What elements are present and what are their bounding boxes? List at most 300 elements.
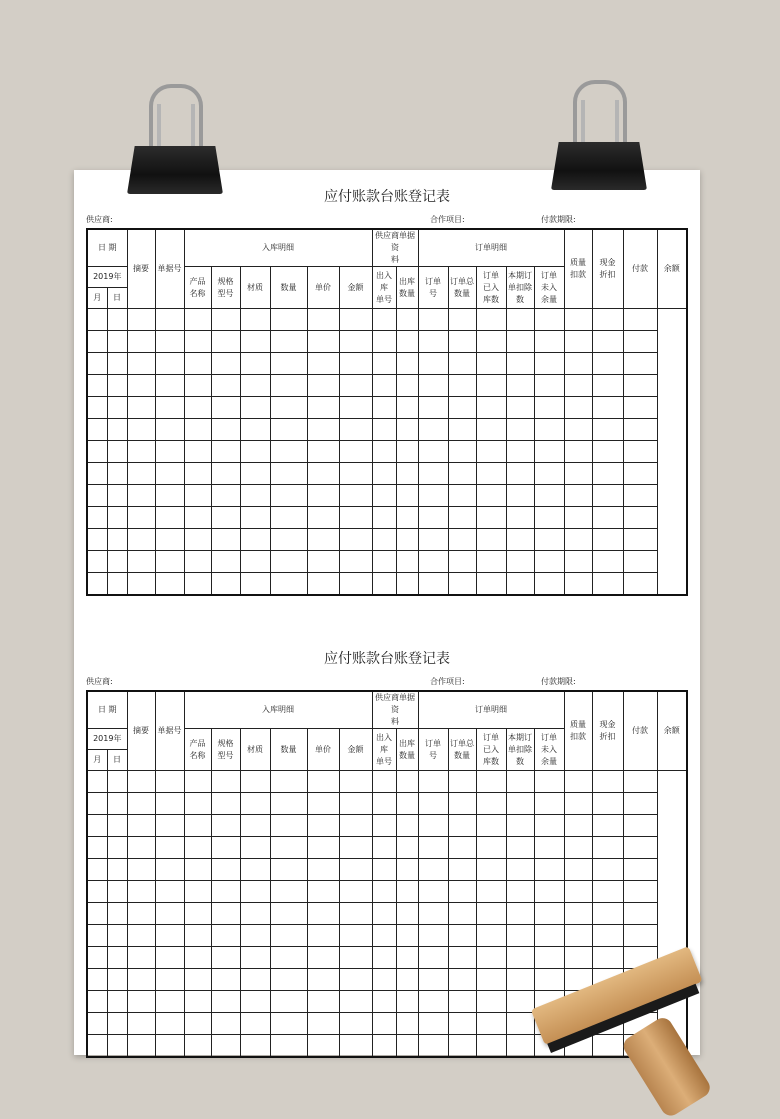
table-cell[interactable] (592, 441, 623, 463)
table-cell[interactable] (87, 793, 107, 815)
table-cell[interactable] (127, 859, 155, 881)
table-cell[interactable] (307, 309, 339, 331)
table-cell[interactable] (107, 837, 127, 859)
table-cell[interactable] (448, 991, 476, 1013)
table-cell[interactable] (372, 881, 396, 903)
table-cell[interactable] (623, 903, 657, 925)
table-cell[interactable] (506, 419, 534, 441)
table-cell[interactable] (270, 331, 307, 353)
table-cell[interactable] (240, 507, 270, 529)
table-cell[interactable] (592, 881, 623, 903)
table-cell[interactable] (623, 331, 657, 353)
table-cell[interactable] (339, 771, 372, 793)
table-cell[interactable] (87, 771, 107, 793)
table-cell[interactable] (339, 573, 372, 596)
table-cell[interactable] (155, 353, 184, 375)
table-cell[interactable] (418, 793, 448, 815)
table-cell[interactable] (506, 309, 534, 331)
table-cell[interactable] (155, 441, 184, 463)
table-cell[interactable] (418, 353, 448, 375)
table-cell[interactable] (155, 463, 184, 485)
table-cell[interactable] (184, 903, 211, 925)
table-cell[interactable] (270, 1013, 307, 1035)
table-cell[interactable] (534, 837, 564, 859)
table-cell[interactable] (506, 771, 534, 793)
table-cell[interactable] (448, 1035, 476, 1058)
table-cell[interactable] (87, 991, 107, 1013)
table-cell[interactable] (107, 309, 127, 331)
table-cell[interactable] (623, 485, 657, 507)
table-cell[interactable] (107, 969, 127, 991)
table-cell[interactable] (107, 375, 127, 397)
table-cell[interactable] (534, 375, 564, 397)
table-cell[interactable] (372, 859, 396, 881)
table-cell[interactable] (418, 991, 448, 1013)
table-cell[interactable] (184, 815, 211, 837)
table-cell[interactable] (396, 837, 418, 859)
table-cell[interactable] (476, 441, 506, 463)
table-cell[interactable] (418, 419, 448, 441)
table-cell[interactable] (240, 793, 270, 815)
table-cell[interactable] (506, 331, 534, 353)
table-cell[interactable] (240, 1035, 270, 1058)
table-cell[interactable] (418, 1013, 448, 1035)
table-cell[interactable] (372, 353, 396, 375)
table-cell[interactable] (240, 815, 270, 837)
table-cell[interactable] (448, 903, 476, 925)
table-cell[interactable] (339, 793, 372, 815)
table-cell[interactable] (418, 485, 448, 507)
table-cell[interactable] (506, 837, 534, 859)
table-cell[interactable] (270, 771, 307, 793)
table-cell[interactable] (592, 463, 623, 485)
table-cell[interactable] (107, 507, 127, 529)
table-cell[interactable] (87, 815, 107, 837)
table-cell[interactable] (592, 573, 623, 596)
table-cell[interactable] (240, 771, 270, 793)
table-cell[interactable] (155, 397, 184, 419)
table-cell[interactable] (372, 331, 396, 353)
table-cell[interactable] (372, 397, 396, 419)
table-cell[interactable] (372, 947, 396, 969)
table-cell[interactable] (592, 903, 623, 925)
table-cell[interactable] (87, 375, 107, 397)
table-cell[interactable] (107, 859, 127, 881)
table-cell[interactable] (107, 1035, 127, 1058)
table-cell[interactable] (476, 419, 506, 441)
table-cell[interactable] (592, 815, 623, 837)
table-cell[interactable] (270, 793, 307, 815)
table-cell[interactable] (564, 353, 592, 375)
table-cell[interactable] (396, 375, 418, 397)
table-cell[interactable] (564, 903, 592, 925)
table-cell[interactable] (372, 463, 396, 485)
table-cell[interactable] (240, 837, 270, 859)
table-cell[interactable] (506, 551, 534, 573)
table-cell[interactable] (87, 573, 107, 596)
table-cell[interactable] (534, 331, 564, 353)
table-cell[interactable] (623, 397, 657, 419)
table-cell[interactable] (372, 485, 396, 507)
table-cell[interactable] (211, 507, 240, 529)
table-cell[interactable] (396, 1013, 418, 1035)
table-cell[interactable] (506, 1013, 534, 1035)
table-cell[interactable] (155, 903, 184, 925)
table-cell[interactable] (211, 903, 240, 925)
table-cell[interactable] (270, 859, 307, 881)
table-cell[interactable] (339, 353, 372, 375)
table-cell[interactable] (155, 1013, 184, 1035)
table-cell[interactable] (107, 815, 127, 837)
table-cell[interactable] (476, 331, 506, 353)
table-cell[interactable] (506, 507, 534, 529)
table-cell[interactable] (211, 1035, 240, 1058)
table-cell[interactable] (448, 441, 476, 463)
table-cell[interactable] (270, 947, 307, 969)
table-cell[interactable] (564, 529, 592, 551)
table-cell[interactable] (307, 397, 339, 419)
table-cell[interactable] (155, 793, 184, 815)
table-cell[interactable] (107, 947, 127, 969)
table-cell[interactable] (307, 815, 339, 837)
table-cell[interactable] (211, 529, 240, 551)
table-cell[interactable] (307, 551, 339, 573)
table-cell[interactable] (396, 331, 418, 353)
table-cell[interactable] (127, 397, 155, 419)
table-cell[interactable] (418, 925, 448, 947)
table-cell[interactable] (184, 529, 211, 551)
table-cell[interactable] (184, 551, 211, 573)
table-cell[interactable] (339, 419, 372, 441)
table-cell[interactable] (564, 485, 592, 507)
table-cell[interactable] (534, 397, 564, 419)
table-cell[interactable] (211, 881, 240, 903)
table-cell[interactable] (534, 353, 564, 375)
table-cell[interactable] (87, 397, 107, 419)
table-cell[interactable] (564, 331, 592, 353)
table-cell[interactable] (240, 463, 270, 485)
table-cell[interactable] (184, 419, 211, 441)
table-cell[interactable] (155, 881, 184, 903)
table-cell[interactable] (184, 441, 211, 463)
table-cell[interactable] (155, 947, 184, 969)
table-cell[interactable] (240, 881, 270, 903)
table-cell[interactable] (564, 463, 592, 485)
table-cell[interactable] (448, 947, 476, 969)
table-cell[interactable] (448, 573, 476, 596)
table-cell[interactable] (307, 881, 339, 903)
table-cell[interactable] (107, 353, 127, 375)
table-cell[interactable] (372, 1035, 396, 1058)
table-cell[interactable] (307, 793, 339, 815)
table-cell[interactable] (211, 991, 240, 1013)
table-cell[interactable] (155, 529, 184, 551)
table-cell[interactable] (240, 397, 270, 419)
table-cell[interactable] (476, 375, 506, 397)
table-cell[interactable] (307, 1013, 339, 1035)
table-cell[interactable] (270, 837, 307, 859)
table-cell[interactable] (506, 375, 534, 397)
table-cell[interactable] (396, 815, 418, 837)
table-cell[interactable] (127, 353, 155, 375)
table-cell[interactable] (211, 837, 240, 859)
table-cell[interactable] (448, 529, 476, 551)
table-cell[interactable] (506, 529, 534, 551)
table-cell[interactable] (339, 441, 372, 463)
table-cell[interactable] (184, 947, 211, 969)
table-cell[interactable] (240, 925, 270, 947)
table-cell[interactable] (372, 969, 396, 991)
table-cell[interactable] (372, 925, 396, 947)
table-cell[interactable] (307, 947, 339, 969)
table-cell[interactable] (418, 1035, 448, 1058)
table-cell[interactable] (623, 881, 657, 903)
table-cell[interactable] (270, 353, 307, 375)
table-cell[interactable] (127, 881, 155, 903)
table-cell[interactable] (623, 375, 657, 397)
table-cell[interactable] (448, 397, 476, 419)
table-cell[interactable] (476, 991, 506, 1013)
table-cell[interactable] (87, 925, 107, 947)
table-cell[interactable] (418, 441, 448, 463)
table-cell[interactable] (87, 419, 107, 441)
table-cell[interactable] (534, 441, 564, 463)
table-cell[interactable] (87, 1013, 107, 1035)
table-cell[interactable] (339, 837, 372, 859)
table-cell[interactable] (184, 925, 211, 947)
table-cell[interactable] (418, 463, 448, 485)
table-cell[interactable] (339, 463, 372, 485)
table-cell[interactable] (87, 1035, 107, 1058)
table-cell[interactable] (623, 353, 657, 375)
table-cell[interactable] (592, 859, 623, 881)
table-cell[interactable] (240, 903, 270, 925)
table-cell[interactable] (270, 991, 307, 1013)
table-cell[interactable] (564, 573, 592, 596)
table-cell[interactable] (506, 397, 534, 419)
table-cell[interactable] (506, 903, 534, 925)
table-cell[interactable] (476, 309, 506, 331)
table-cell[interactable] (396, 925, 418, 947)
table-cell[interactable] (87, 969, 107, 991)
table-cell[interactable] (87, 947, 107, 969)
table-cell[interactable] (155, 507, 184, 529)
table-cell[interactable] (564, 837, 592, 859)
table-cell[interactable] (396, 573, 418, 596)
table-cell[interactable] (476, 881, 506, 903)
table-cell[interactable] (184, 881, 211, 903)
table-cell[interactable] (184, 793, 211, 815)
table-cell[interactable] (448, 969, 476, 991)
table-cell[interactable] (307, 859, 339, 881)
table-cell[interactable] (506, 859, 534, 881)
table-cell[interactable] (592, 353, 623, 375)
table-cell[interactable] (127, 419, 155, 441)
table-cell[interactable] (372, 1013, 396, 1035)
table-cell[interactable] (418, 551, 448, 573)
table-cell[interactable] (564, 859, 592, 881)
table-cell[interactable] (339, 1013, 372, 1035)
table-cell[interactable] (418, 837, 448, 859)
table-cell[interactable] (564, 793, 592, 815)
table-cell[interactable] (396, 1035, 418, 1058)
table-cell[interactable] (506, 991, 534, 1013)
table-cell[interactable] (396, 991, 418, 1013)
table-cell[interactable] (476, 551, 506, 573)
table-cell[interactable] (339, 991, 372, 1013)
table-cell[interactable] (623, 793, 657, 815)
table-cell[interactable] (448, 925, 476, 947)
table-cell[interactable] (307, 507, 339, 529)
table-cell[interactable] (418, 969, 448, 991)
table-cell[interactable] (240, 331, 270, 353)
table-cell[interactable] (240, 969, 270, 991)
table-cell[interactable] (534, 485, 564, 507)
table-cell[interactable] (564, 375, 592, 397)
table-cell[interactable] (418, 507, 448, 529)
table-cell[interactable] (418, 375, 448, 397)
table-cell[interactable] (211, 419, 240, 441)
table-cell[interactable] (476, 397, 506, 419)
table-cell[interactable] (592, 331, 623, 353)
table-cell[interactable] (87, 881, 107, 903)
table-cell[interactable] (592, 507, 623, 529)
table-cell[interactable] (448, 331, 476, 353)
table-cell[interactable] (564, 551, 592, 573)
table-cell[interactable] (270, 573, 307, 596)
table-cell[interactable] (592, 419, 623, 441)
table-cell[interactable] (307, 573, 339, 596)
table-cell[interactable] (127, 331, 155, 353)
table-cell[interactable] (418, 529, 448, 551)
table-cell[interactable] (307, 353, 339, 375)
table-cell[interactable] (476, 815, 506, 837)
table-cell[interactable] (184, 1035, 211, 1058)
table-cell[interactable] (307, 1035, 339, 1058)
table-cell[interactable] (184, 485, 211, 507)
table-cell[interactable] (307, 903, 339, 925)
table-cell[interactable] (418, 859, 448, 881)
table-cell[interactable] (270, 815, 307, 837)
table-cell[interactable] (339, 969, 372, 991)
table-cell[interactable] (211, 925, 240, 947)
table-cell[interactable] (534, 881, 564, 903)
table-cell[interactable] (211, 485, 240, 507)
table-cell[interactable] (211, 463, 240, 485)
table-cell[interactable] (476, 573, 506, 596)
table-cell[interactable] (506, 1035, 534, 1058)
table-cell[interactable] (127, 529, 155, 551)
table-cell[interactable] (240, 419, 270, 441)
table-cell[interactable] (87, 485, 107, 507)
table-cell[interactable] (87, 309, 107, 331)
table-cell[interactable] (592, 771, 623, 793)
table-cell[interactable] (448, 837, 476, 859)
table-cell[interactable] (372, 507, 396, 529)
table-cell[interactable] (270, 903, 307, 925)
table-cell[interactable] (476, 353, 506, 375)
table-cell[interactable] (184, 1013, 211, 1035)
table-cell[interactable] (184, 991, 211, 1013)
table-cell[interactable] (564, 441, 592, 463)
table-cell[interactable] (623, 463, 657, 485)
table-cell[interactable] (107, 529, 127, 551)
table-cell[interactable] (476, 485, 506, 507)
table-cell[interactable] (240, 529, 270, 551)
table-cell[interactable] (506, 573, 534, 596)
table-cell[interactable] (396, 969, 418, 991)
table-cell[interactable] (448, 551, 476, 573)
table-cell[interactable] (623, 507, 657, 529)
table-cell[interactable] (339, 309, 372, 331)
table-cell[interactable] (184, 859, 211, 881)
table-cell[interactable] (307, 441, 339, 463)
table-cell[interactable] (107, 551, 127, 573)
table-cell[interactable] (307, 771, 339, 793)
table-cell[interactable] (127, 573, 155, 596)
table-cell[interactable] (476, 529, 506, 551)
table-cell[interactable] (372, 903, 396, 925)
table-cell[interactable] (270, 881, 307, 903)
table-cell[interactable] (372, 815, 396, 837)
table-cell[interactable] (448, 463, 476, 485)
table-cell[interactable] (534, 947, 564, 969)
table-cell[interactable] (87, 331, 107, 353)
table-cell[interactable] (506, 969, 534, 991)
table-cell[interactable] (87, 529, 107, 551)
table-cell[interactable] (623, 419, 657, 441)
table-cell[interactable] (107, 1013, 127, 1035)
table-cell[interactable] (372, 529, 396, 551)
table-cell[interactable] (211, 859, 240, 881)
table-cell[interactable] (127, 1035, 155, 1058)
table-cell[interactable] (184, 309, 211, 331)
table-cell[interactable] (184, 573, 211, 596)
table-cell[interactable] (396, 793, 418, 815)
table-cell[interactable] (127, 925, 155, 947)
table-cell[interactable] (240, 309, 270, 331)
table-cell[interactable] (270, 419, 307, 441)
table-cell[interactable] (592, 837, 623, 859)
table-cell[interactable] (623, 837, 657, 859)
table-cell[interactable] (448, 485, 476, 507)
table-cell[interactable] (107, 991, 127, 1013)
table-cell[interactable] (448, 881, 476, 903)
table-cell[interactable] (396, 463, 418, 485)
table-cell[interactable] (623, 925, 657, 947)
table-cell[interactable] (339, 485, 372, 507)
table-cell[interactable] (211, 551, 240, 573)
table-cell[interactable] (270, 925, 307, 947)
table-cell[interactable] (155, 485, 184, 507)
table-cell[interactable] (418, 771, 448, 793)
table-cell[interactable] (448, 507, 476, 529)
table-cell[interactable] (623, 859, 657, 881)
table-cell[interactable] (534, 419, 564, 441)
table-cell[interactable] (240, 353, 270, 375)
table-cell[interactable] (339, 859, 372, 881)
table-cell[interactable] (448, 1013, 476, 1035)
table-cell[interactable] (396, 397, 418, 419)
table-cell[interactable] (592, 793, 623, 815)
table-cell[interactable] (592, 397, 623, 419)
table-cell[interactable] (127, 837, 155, 859)
table-cell[interactable] (211, 947, 240, 969)
table-cell[interactable] (372, 793, 396, 815)
table-cell[interactable] (418, 947, 448, 969)
table-cell[interactable] (270, 375, 307, 397)
table-cell[interactable] (184, 837, 211, 859)
